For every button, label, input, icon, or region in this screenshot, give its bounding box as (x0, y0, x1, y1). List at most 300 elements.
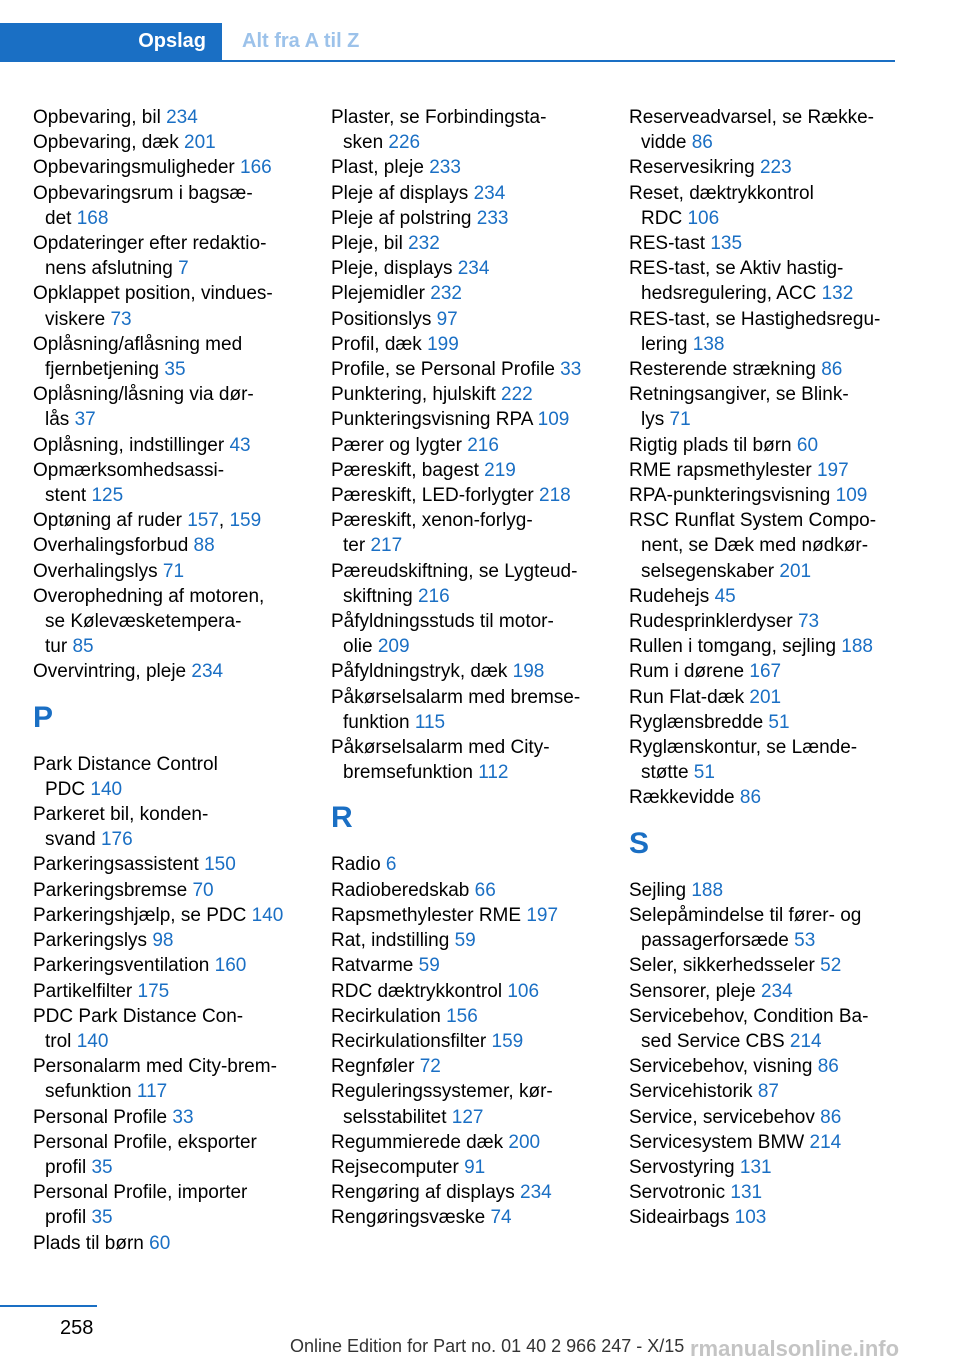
entry-term: Retningsangiver, se Blink- lys (629, 384, 849, 431)
index-entry (33, 281, 313, 331)
index-entry (33, 953, 313, 978)
entry-term: Ryglænskontur, se Lænde- støtte (629, 737, 858, 784)
page-link[interactable]: 209 (377, 636, 410, 658)
index-entry (331, 1029, 611, 1054)
entry-term: Parkeringsbremse (33, 879, 193, 901)
index-entry (629, 256, 919, 306)
page-number: 258 (60, 1317, 94, 1339)
page-link[interactable]: 117 (136, 1081, 168, 1103)
entry-term: Overophedning af motoren, se Kølevæsketempera- tur (33, 585, 265, 658)
entry-term: Sensorer, pleje (629, 980, 762, 1002)
index-entry (331, 878, 611, 903)
index-entry (331, 928, 611, 953)
page-link[interactable]: 156 (446, 1005, 478, 1027)
tab-alt-fra-a-til-z[interactable]: Alt fra A til Z (242, 30, 360, 52)
index-column-1 (33, 105, 313, 1256)
index-entry (33, 584, 313, 660)
index-entry (331, 979, 611, 1004)
entry-term: Overhalingsforbud (33, 535, 194, 557)
page-link[interactable]: 51 (693, 762, 715, 784)
entry-term: Personalarm med City-brem- sefunktion (33, 1056, 277, 1103)
page-link[interactable]: 199 (427, 333, 459, 355)
index-entry (331, 483, 611, 508)
entry-term: Plast, pleje (331, 157, 430, 179)
index-entry (33, 752, 313, 802)
entry-term: Personal Profile (33, 1106, 173, 1128)
entry-term: Parkeringshjælp, se PDC (33, 904, 252, 926)
page-link[interactable]: 201 (779, 560, 812, 582)
index-entry (629, 508, 919, 584)
page-link[interactable]: 233 (476, 207, 509, 229)
entry-term: Overhalingslys (33, 560, 163, 582)
index-entry (629, 710, 919, 735)
entry-term: Radio (331, 854, 386, 876)
entry-term: Pæreskift, LED-forlygter (331, 485, 539, 507)
index-entry (629, 1004, 919, 1054)
page-link[interactable]: 168 (76, 207, 109, 229)
index-entry (331, 1205, 611, 1230)
index-entry (331, 1054, 611, 1079)
entry-term: Reserveadvarsel, se Række- vidde (629, 107, 874, 154)
entry-term: Reservesikring (629, 157, 760, 179)
index-entry (629, 433, 919, 458)
entry-term: Opbevaringsmuligheder (33, 157, 241, 179)
entry-term: Ryglænsbredde (629, 711, 769, 733)
index-entry (33, 559, 313, 584)
index-entry (629, 584, 919, 609)
page-link[interactable]: 66 (474, 879, 496, 901)
index-entry (331, 1130, 611, 1155)
index-entry (33, 878, 313, 903)
page-link[interactable]: 70 (192, 879, 214, 901)
index-entry (331, 256, 611, 281)
index-entry (33, 1180, 313, 1230)
page-link[interactable]: 86 (817, 1056, 839, 1078)
header-divider (0, 60, 895, 62)
index-entry (331, 433, 611, 458)
entry-term: Oplåsning, indstillinger (33, 434, 230, 456)
page-link[interactable]: 167 (749, 661, 782, 683)
page-link[interactable]: 45 (714, 585, 736, 607)
index-entry (331, 307, 611, 332)
page-link[interactable]: 125 (91, 485, 124, 507)
index-entry (629, 458, 919, 483)
index-column-2 (331, 105, 611, 1231)
entry-term: Servostyring (629, 1156, 740, 1178)
page-link[interactable]: 176 (100, 829, 133, 851)
page-link[interactable]: 214 (809, 1131, 842, 1153)
page-link[interactable]: 217 (370, 535, 403, 557)
entry-term: Opbevaringsrum i bagsæ- det (33, 182, 253, 229)
index-entry (33, 802, 313, 852)
index-entry (629, 1155, 919, 1180)
page-link[interactable]: 218 (539, 485, 571, 507)
entry-term: Pleje af displays (331, 182, 474, 204)
index-entry (33, 852, 313, 877)
page-link[interactable]: 85 (72, 636, 94, 658)
page-link[interactable]: 35 (91, 1207, 113, 1229)
entry-term: Parkeret bil, konden- svand (33, 804, 209, 851)
page-link[interactable]: 135 (710, 233, 743, 255)
entry-term: Opbevaring, dæk (33, 132, 185, 154)
index-entry (629, 609, 919, 634)
index-entry (629, 953, 919, 978)
page-link[interactable]: 140 (76, 1030, 109, 1052)
index-entry (629, 634, 919, 659)
page-link[interactable]: 97 (436, 308, 458, 330)
page-link[interactable]: 175 (137, 980, 170, 1002)
top-navigation (0, 23, 895, 62)
entry-term: Rejsecomputer (331, 1156, 465, 1178)
entry-term: Parkeringslys (33, 930, 153, 952)
entry-term: Rullen i tomgang, sejling (629, 636, 842, 658)
entry-term: RDC dæktrykkontrol (331, 980, 508, 1002)
index-entry (33, 928, 313, 953)
page-link[interactable]: 60 (796, 434, 819, 456)
entry-term: RES-tast (629, 233, 711, 255)
index-entry (331, 609, 611, 659)
page-link[interactable]: 223 (759, 157, 792, 179)
index-entry (629, 231, 919, 256)
entry-term: Plejemidler (331, 283, 431, 305)
entry-term: Sideairbags (629, 1207, 735, 1229)
page-link[interactable]: 115 (414, 711, 446, 733)
index-entry (629, 181, 919, 231)
page-link[interactable]: 33 (172, 1106, 194, 1128)
entry-term: Parkeringsventilation (33, 955, 215, 977)
entry-term: Profil, dæk (331, 333, 428, 355)
entry-term: Positionslys (331, 308, 437, 330)
entry-term: Profile, se Personal Profile (331, 359, 561, 381)
index-entry (331, 1004, 611, 1029)
page-link[interactable]: 35 (91, 1156, 113, 1178)
index-entry (33, 533, 313, 558)
entry-term: RES-tast, se Hastighedsregu- lering (629, 308, 881, 355)
index-column-3 (629, 105, 919, 1231)
page-link[interactable]: 234 (520, 1182, 552, 1204)
page-link[interactable]: 86 (691, 132, 713, 154)
page-link[interactable]: 109 (537, 409, 570, 431)
entry-term: Servicesystem BMW (629, 1131, 810, 1153)
page-link[interactable]: 103 (734, 1207, 767, 1229)
page-link[interactable]: 157 (187, 510, 219, 532)
page-link[interactable]: 234 (191, 661, 224, 683)
entry-term: Opbevaring, bil (33, 107, 167, 128)
entry-term: Påfyldningstryk, dæk (331, 661, 513, 683)
entry-term: RME rapsmethylester (629, 459, 817, 481)
index-entry (331, 206, 611, 231)
entry-term: Rum i dørene (629, 661, 750, 683)
entry-term: Service, servicebehov (629, 1106, 821, 1128)
page-link[interactable]: 234 (457, 258, 490, 280)
page-link[interactable]: 232 (408, 233, 440, 255)
page-link[interactable]: 59 (454, 930, 476, 952)
page-link[interactable]: 234 (473, 182, 506, 204)
page-link[interactable]: 188 (691, 879, 724, 901)
entry-term: Pæreskift, xenon-forlyg- ter (331, 510, 533, 557)
page-link[interactable]: 127 (451, 1106, 484, 1128)
entry-term: Opmærksomhedsassi- stent (33, 459, 225, 507)
entry-term: RSC Runflat System Compo- nent, se Dæk med nødkør- selsegenskaber (629, 510, 877, 582)
entry-term: Radioberedskab (331, 879, 475, 901)
page-link[interactable]: 35 (164, 359, 186, 381)
entry-term: Reguleringssystemer, kør- selsstabilitet (331, 1081, 553, 1128)
page-separator: , (218, 510, 230, 532)
index-entry (33, 979, 313, 1004)
entry-term: Opdateringer efter redaktio- nens afslutning (33, 233, 267, 280)
entry-term: Personal Profile, importer profil (33, 1182, 248, 1229)
section-letter: S (629, 826, 650, 860)
page-link[interactable]: 226 (388, 132, 421, 154)
index-entry (629, 785, 919, 810)
entry-term: Pæreskift, bagest (331, 459, 485, 481)
index-entry (331, 953, 611, 978)
index-entry (629, 1054, 919, 1079)
entry-term: Påkørselsalarm med City- bremsefunktion (331, 737, 550, 784)
index-entry (629, 685, 919, 710)
page-link[interactable]: 219 (484, 459, 516, 481)
index-entry (629, 1079, 919, 1104)
index-entry (33, 332, 313, 382)
entry-term: Sejling (629, 879, 692, 901)
index-entry (33, 130, 313, 155)
entry-term: Pæreudskiftning, se Lygteud- skiftning (331, 560, 578, 607)
page-link[interactable]: 73 (110, 308, 132, 330)
entry-term: Servicebehov, Condition Ba- sed Service CBS (629, 1005, 869, 1052)
index-entry (331, 281, 611, 306)
page-link[interactable]: 138 (692, 333, 725, 355)
page-link[interactable]: 72 (419, 1056, 441, 1078)
index-entry (629, 878, 919, 903)
index-entry (331, 105, 611, 155)
entry-term: Servicebehov, visning (629, 1056, 818, 1078)
page-link[interactable]: 197 (526, 904, 559, 926)
page-link[interactable]: 188 (841, 636, 873, 658)
index-entry (331, 155, 611, 180)
page-link[interactable]: 60 (149, 1232, 171, 1254)
index-entry (33, 1130, 313, 1180)
entry-term: Opklappet position, vindues- viskere (33, 283, 273, 330)
page-link[interactable]: 86 (739, 787, 762, 809)
entry-term: Punktering, hjulskift (331, 384, 502, 406)
index-entry (331, 357, 611, 382)
page-link[interactable]: 52 (820, 955, 842, 977)
entry-term: Pærer og lygter (331, 434, 468, 456)
index-entry (629, 1180, 919, 1205)
watermark: rmanualsonline.info (690, 1336, 900, 1361)
index-entry (33, 1105, 313, 1130)
page-link[interactable]: 197 (816, 459, 849, 481)
index-entry (629, 357, 919, 382)
entry-term: Oplåsning/låsning via dør- lås (33, 384, 254, 431)
page-number-rule (0, 1305, 97, 1307)
index-entry (331, 1079, 611, 1129)
entry-term: Partikelfilter (33, 980, 138, 1002)
index-entry (629, 659, 919, 684)
tab-opslag[interactable]: Opslag (0, 23, 222, 60)
page-link[interactable]: 74 (490, 1207, 512, 1229)
page-link[interactable]: 71 (669, 409, 691, 431)
page-link[interactable]: 214 (789, 1030, 822, 1052)
index-entry (629, 155, 919, 180)
entry-term: Servicehistorik (629, 1081, 758, 1103)
entry-term: Ratvarme (331, 955, 419, 977)
entry-term: Påkørselsalarm med bremse- funktion (331, 686, 581, 733)
page-link[interactable]: 216 (467, 434, 499, 456)
entry-term: Oplåsning/aflåsning med fjernbetjening (33, 333, 243, 381)
entry-term: Rengøring af displays (331, 1182, 521, 1204)
index-entry (33, 181, 313, 231)
entry-term: Rækkevidde (629, 787, 740, 809)
index-entry (33, 382, 313, 432)
entry-term: Park Distance Control PDC (33, 753, 218, 800)
page-link[interactable]: 131 (730, 1182, 763, 1204)
entry-term: Resterende strækning (629, 359, 822, 381)
entry-term: Selepåmindelse til fører- og passagerforsæde (629, 904, 862, 952)
index-entry (33, 155, 313, 180)
entry-term: Rapsmethylester RME (331, 904, 527, 926)
entry-term: Rigtig plads til børn (629, 434, 797, 456)
page-link[interactable]: 166 (240, 157, 272, 179)
index-entry (331, 508, 611, 558)
page-link[interactable]: 53 (794, 930, 816, 952)
page-link[interactable]: 200 (508, 1131, 541, 1153)
section-letter: R (331, 801, 353, 835)
index-entry (629, 1205, 919, 1230)
page-link[interactable]: 132 (821, 283, 854, 305)
page-link[interactable]: 98 (152, 930, 174, 952)
entry-term: Regummierede dæk (331, 1131, 509, 1153)
online-edition-note: Online Edition for Part no. 01 40 2 966 247 - X/15 (290, 1336, 685, 1356)
entry-term: Regnføler (331, 1056, 420, 1078)
index-entry (33, 903, 313, 928)
index-entry (331, 332, 611, 357)
page-link[interactable]: 234 (761, 980, 793, 1002)
page-link[interactable]: 140 (90, 778, 123, 800)
index-entry (629, 483, 919, 508)
page-link[interactable]: 51 (768, 711, 790, 733)
entry-term: Rengøringsvæske (331, 1207, 491, 1229)
entry-term: Overvintring, pleje (33, 661, 192, 683)
index-entry (33, 231, 313, 281)
page-link[interactable]: 59 (418, 955, 440, 977)
index-entry (629, 735, 919, 785)
entry-term: Rat, indstilling (331, 930, 455, 952)
page-link[interactable]: 91 (464, 1156, 486, 1178)
page-link[interactable]: 233 (429, 157, 461, 179)
page-link[interactable]: 234 (166, 107, 198, 128)
entry-term: Punkteringsvisning RPA (331, 409, 538, 431)
page-link[interactable]: 159 (491, 1030, 524, 1052)
entry-term: Reset, dæktrykkontrol RDC (629, 182, 814, 229)
entry-term: Rudehejs (629, 585, 715, 607)
entry-term: PDC Park Distance Con- trol (33, 1005, 244, 1052)
index-entry (331, 231, 611, 256)
index-entry (331, 382, 611, 407)
page-link[interactable]: 198 (512, 661, 545, 683)
entry-term: RPA-punkteringsvisning (629, 485, 836, 507)
entry-term: Plads til børn (33, 1232, 150, 1254)
entry-term: Parkeringsassistent (33, 854, 205, 876)
section-letter: P (33, 700, 54, 734)
page-link[interactable]: 112 (478, 762, 509, 784)
page-link[interactable]: 43 (229, 434, 251, 456)
index-entry (331, 458, 611, 483)
index-entry (629, 1130, 919, 1155)
index-entry (331, 852, 611, 877)
page-link[interactable]: 140 (251, 904, 284, 926)
page-link[interactable]: 232 (430, 283, 462, 305)
entry-term: Run Flat-dæk (629, 686, 750, 708)
index-entry (331, 685, 611, 735)
page-link[interactable]: 109 (835, 485, 868, 507)
index-entry (331, 659, 611, 684)
index-entry (629, 1105, 919, 1130)
index-entry (331, 1155, 611, 1180)
entry-term: Pleje, displays (331, 258, 458, 280)
index-entry (33, 105, 313, 130)
entry-term: Personal Profile, eksporter profil (33, 1131, 257, 1178)
index-entry (33, 1054, 313, 1104)
index-entry (331, 407, 611, 432)
page-link[interactable]: 201 (749, 686, 782, 708)
page-link[interactable]: 131 (739, 1156, 772, 1178)
index-entry (629, 307, 919, 357)
index-entry (331, 735, 611, 785)
page-link[interactable]: 106 (687, 207, 720, 229)
entry-term: Plaster, se Forbindingsta- sken (331, 107, 547, 154)
page-link[interactable]: 86 (821, 359, 843, 381)
page-link[interactable]: 86 (820, 1106, 842, 1128)
index-entry (331, 559, 611, 609)
entry-term: Recirkulation (331, 1005, 447, 1027)
entry-term: Seler, sikkerhedsseler (629, 955, 821, 977)
page-link[interactable]: 216 (417, 585, 450, 607)
index-entry (331, 1180, 611, 1205)
entry-term: Servotronic (629, 1182, 731, 1204)
page-link[interactable]: 159 (229, 510, 262, 532)
index-entry (629, 382, 919, 432)
page-link[interactable]: 106 (507, 980, 540, 1002)
entry-term: Rudesprinklerdyser (629, 611, 798, 633)
page-link[interactable]: 73 (797, 611, 820, 633)
page-link[interactable]: 71 (162, 560, 185, 582)
page-link[interactable]: 6 (385, 854, 397, 876)
page-link[interactable]: 37 (74, 409, 96, 431)
entry-term: Pleje, bil (331, 233, 409, 255)
index-entry (33, 433, 313, 458)
entry-term: Optøning af ruder (33, 510, 188, 532)
index-entry (629, 105, 919, 155)
index-entry (331, 903, 611, 928)
page-link[interactable]: 201 (184, 132, 216, 154)
page-link[interactable]: 7 (178, 258, 189, 280)
index-entry (629, 903, 919, 953)
page-link[interactable]: 88 (193, 535, 215, 557)
entry-term: Påfyldningsstuds til motor- olie (331, 611, 554, 658)
entry-term: Pleje af polstring (331, 207, 477, 229)
page-link[interactable]: 87 (757, 1081, 779, 1103)
index-entry (331, 181, 611, 206)
page-link[interactable]: 160 (214, 955, 247, 977)
index-entry (33, 1231, 313, 1256)
page-link[interactable]: 222 (501, 384, 533, 406)
index-entry (33, 659, 313, 684)
index-entry (33, 458, 313, 508)
index-entry (33, 508, 313, 533)
page-link[interactable]: 33 (560, 359, 582, 381)
page-link[interactable]: 150 (204, 854, 236, 876)
